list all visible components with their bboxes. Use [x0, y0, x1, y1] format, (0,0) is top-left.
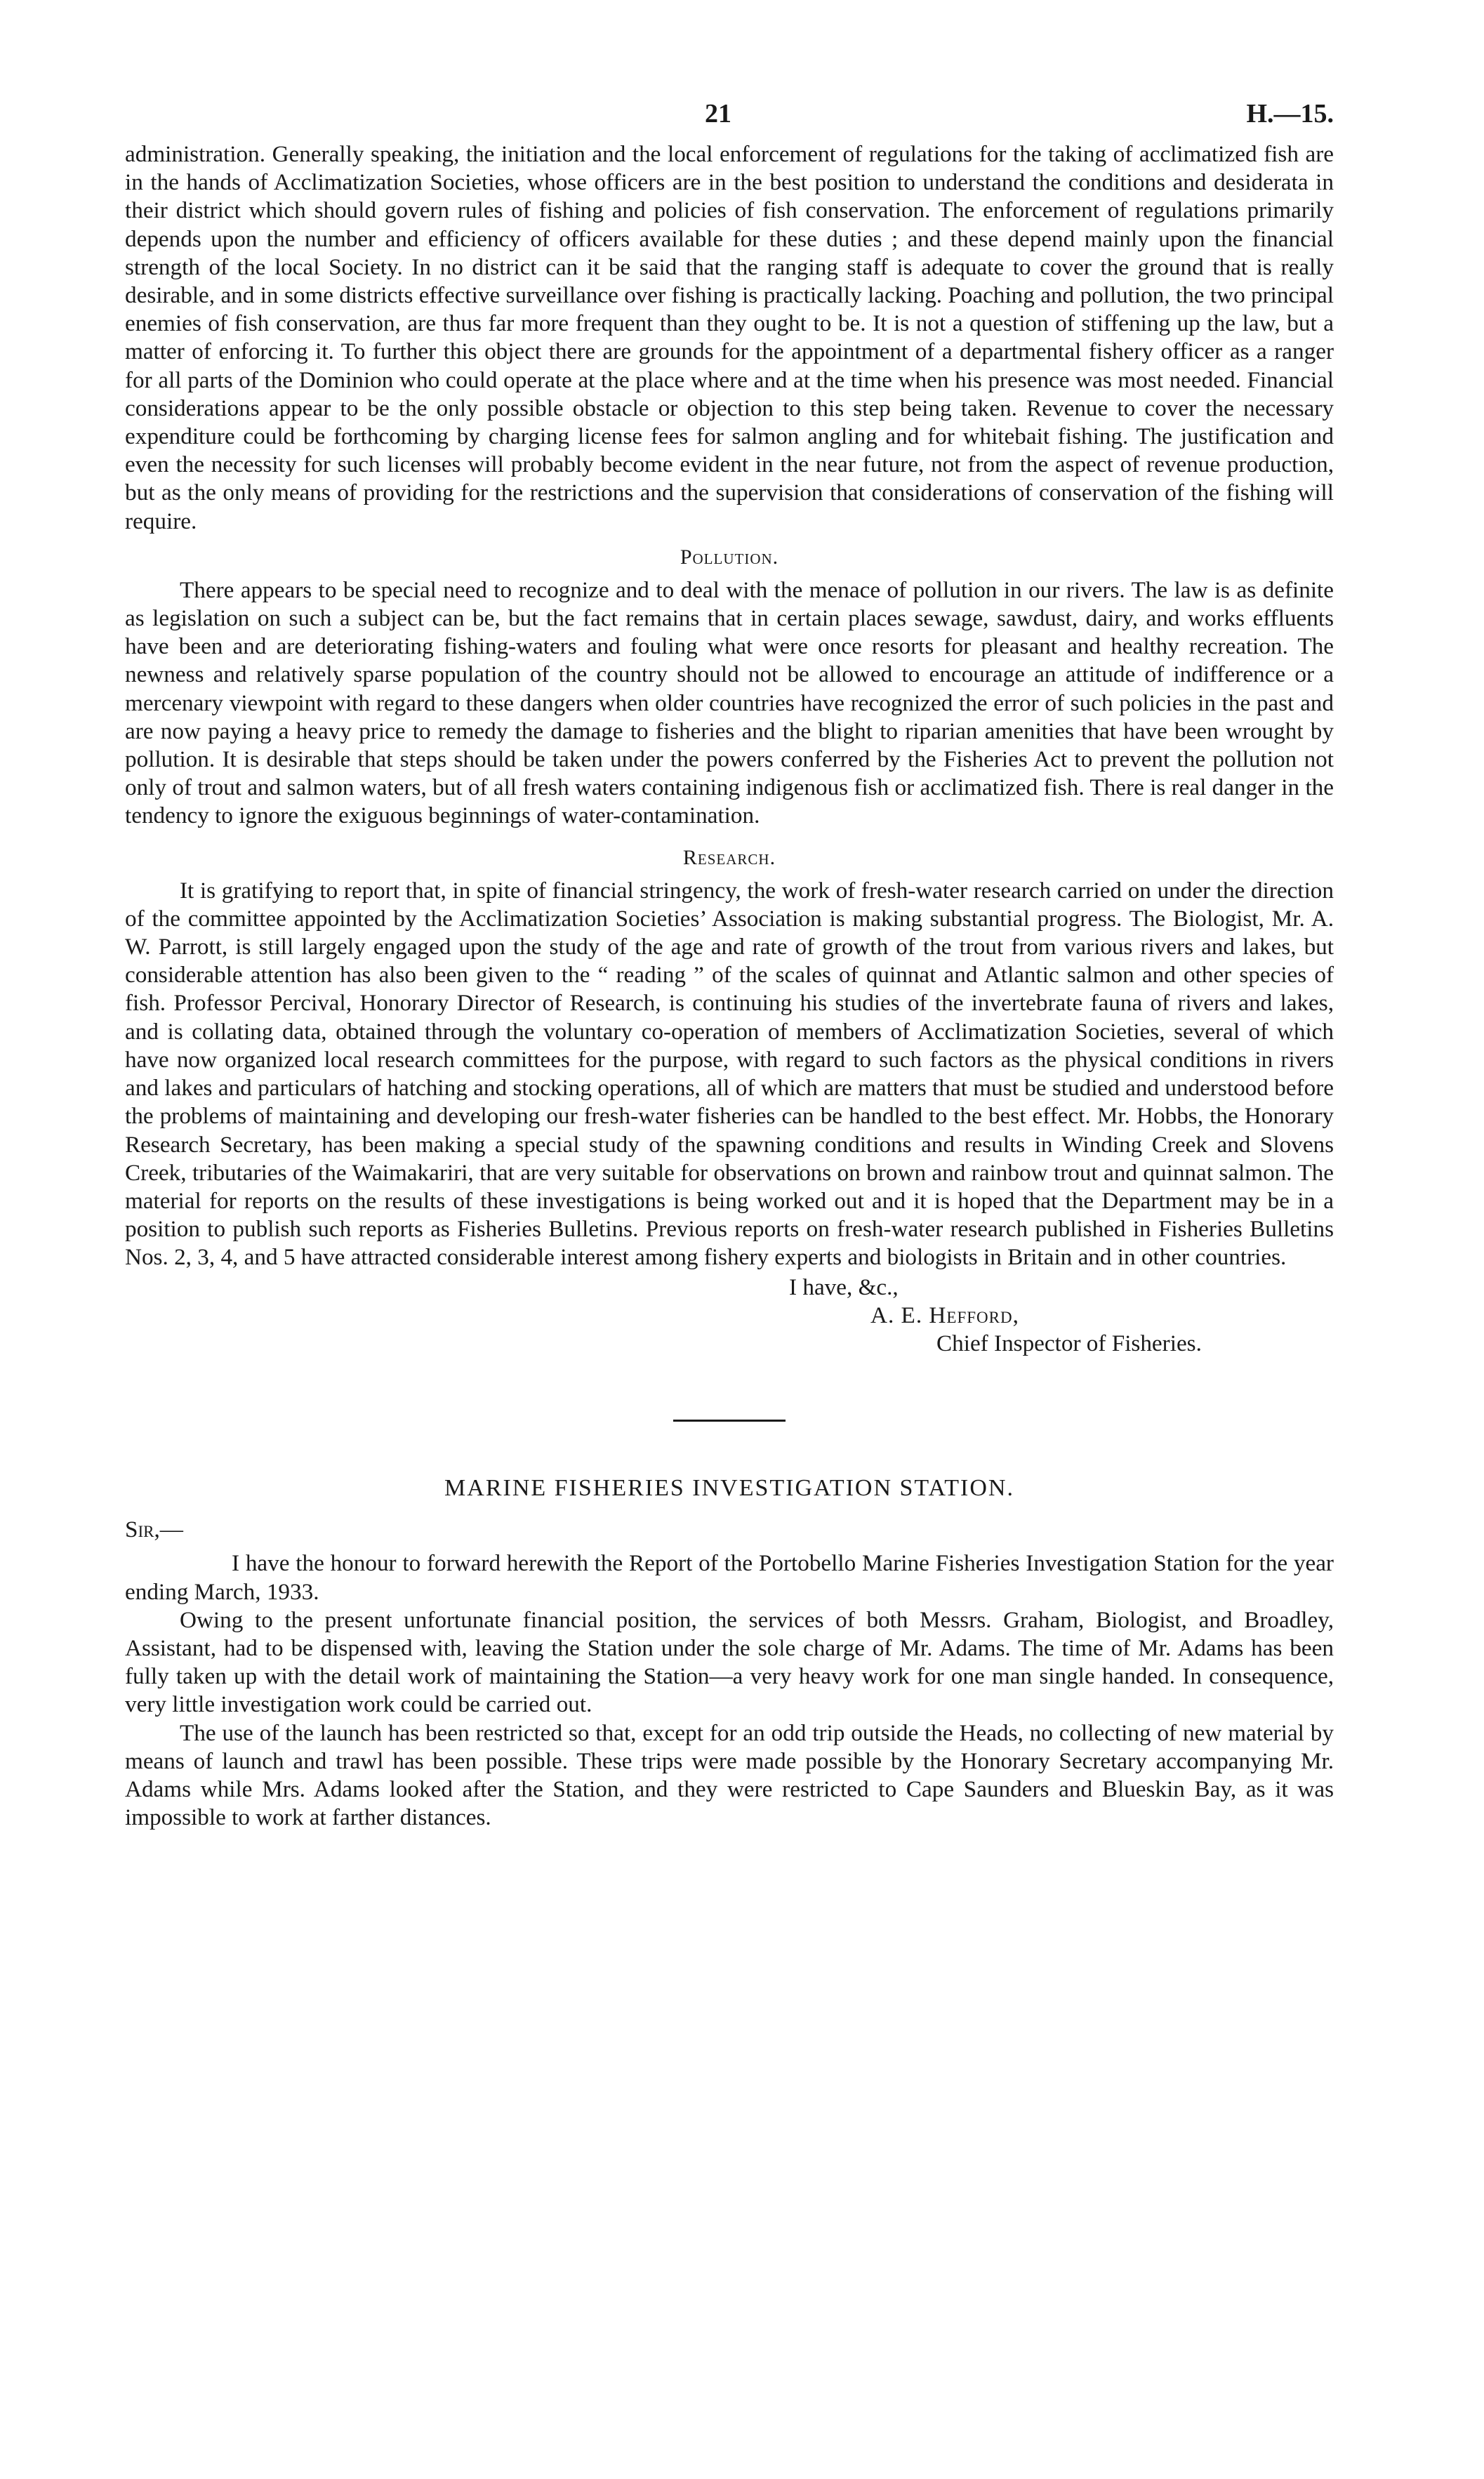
intro-paragraph: administration. Generally speaking, the initiation and the local enforcement of regulations for the taking of acclimatized fish are in the hands of Acclimatization Societies, whose officers are in the best position to understand the conditions and desiderata in their district which should govern rules of fishing and policies of fish conservation. The enforcement of regulations primarily depends upon the number and efficiency of officers available for these duties ; and these depend mainly upon the financial strength of the local Society. In no district can it be said that the ranging staff is adequate to cover the ground that is really desirable, and in some districts effective surveillance over fishing is practically lacking. Poaching and pollution, the two principal enemies of fish conservation, are thus far more frequent than they ought to be. It is not a question of stiffening up the law, but a matter of enforcing it. To further this object there are grounds for the appointment of a departmental fishery officer as a ranger for all parts of the Dominion who could operate at the place where and at the time when his presence was most needed. Financial considerations appear to be the only possible obstacle or objection to this step being taken. Revenue to cover the necessary expenditure could be forthcoming by charging license fees for salmon angling and for whitebait fishing. The justification and even the necessity for such licenses will probably become evident in the near future, not from the aspect of revenue production, but as the only means of providing for the restrictions and the supervision that considerations of conservation of the fishing will require.	[125, 141, 1334, 534]
salutation: Sir,—	[125, 1516, 183, 1543]
marine-paragraph-1: I have the honour to forward herewith the Report of the Portobello Marine Fisheries Investigation Station for the year ending March, 1933.	[125, 1550, 1334, 1605]
pollution-paragraph: There appears to be special need to recognize and to deal with the menace of pollution in our rivers. The law is as definite as legislation on such a subject can be, but the fact remains that in certain places sewage, sawdust, dairy, and works effluents have been and are deteriorating fishing-waters and fouling what were once resorts for pleasant and healthy recreation. The newness and relatively sparse population of the country should not be allowed to encourage an attitude of indifference or a mercenary viewpoint with regard to these dangers when older countries have recognized the error of such policies in the past and are now paying a heavy price to remedy the damage to fisheries and the blight to riparian amenities that have been wrought by pollution. It is desirable that steps should be taken under the powers conferred by the Fisheries Act to prevent the pollution not only of trout and salmon waters, but of all fresh waters containing indigenous fish or acclimatized fish. There is real danger in the tendency to ignore the exiguous beginnings of water-contamination.	[125, 576, 1334, 829]
signature-closing: I have, &c.,	[789, 1274, 899, 1300]
pollution-heading: Pollution.	[680, 545, 779, 569]
signature-name: A. E. Hefford,	[870, 1302, 1019, 1328]
research-heading: Research.	[682, 845, 776, 869]
research-paragraph: It is gratifying to report that, in spite of financial stringency, the work of fresh-water research carried on under the direction of the committee appointed by the Acclimatization Societies’ Association is making substantial progress. The Biologist, Mr. A. W. Parrott, is still largely engaged upon the study of the age and rate of growth of the trout from various rivers and lakes, but considerable attention has also been given to the “ reading ” of the scales of quinnat and Atlantic salmon and other species of fish. Professor Percival, Honorary Director of Research, is continuing his studies of the invertebrate fauna of rivers and lakes, and is collating data, obtained through the voluntary co-operation of members of Acclimatization Societies, several of which have now organized local research committees for the purpose, with regard to such factors as the physical conditions in rivers and lakes and particulars of hatching and stocking operations, all of which are matters that must be studied and understood before the problems of maintaining and developing our fresh-water fisheries can be handled to the best effect. Mr. Hobbs, the Honorary Research Secretary, has been making a special study of the spawning conditions and results in Winding Creek and Slovens Creek, tributaries of the Waimakariri, that are very suitable for observations on brown and rainbow trout and quinnat salmon. The material for reports on the results of these investigations is being worked out and it is hoped that the Department may be in a position to publish such reports as Fisheries Bulletins. Previous reports on fresh-water research published in Fisheries Bulletins Nos. 2, 3, 4, and 5 have attracted considerable interest among fishery experts and biologists in Britain and in other countries.	[125, 877, 1334, 1271]
page-number: 21	[705, 99, 731, 128]
signature-block	[125, 1274, 1334, 1359]
document-page	[125, 98, 1334, 1832]
section-divider-rule	[673, 1420, 786, 1422]
running-header	[125, 98, 1334, 140]
document-reference: H.—15.	[1246, 99, 1334, 128]
marine-station-heading: MARINE FISHERIES INVESTIGATION STATION.	[444, 1475, 1014, 1502]
signature-title: Chief Inspector of Fisheries.	[936, 1330, 1202, 1356]
marine-paragraph-3: The use of the launch has been restricted so that, except for an odd trip outside the Heads, no collecting of new material by means of launch and trawl has been possible. These trips were made possible by the Honorary Secretary accompanying Mr. Adams while Mrs. Adams looked after the Station, and they were restricted to Cape Saunders and Blueskin Bay, as it was impossible to work at farther distances.	[125, 1719, 1334, 1831]
marine-paragraph-2: Owing to the present unfortunate financial position, the services of both Messrs. Graham, Biologist, and Broadley, Assistant, had to be dispensed with, leaving the Station under the sole charge of Mr. Adams. The time of Mr. Adams has been fully taken up with the detail work of maintaining the Station—a very heavy work for one man single handed. In consequence, very little investigation work could be carried out.	[125, 1606, 1334, 1718]
